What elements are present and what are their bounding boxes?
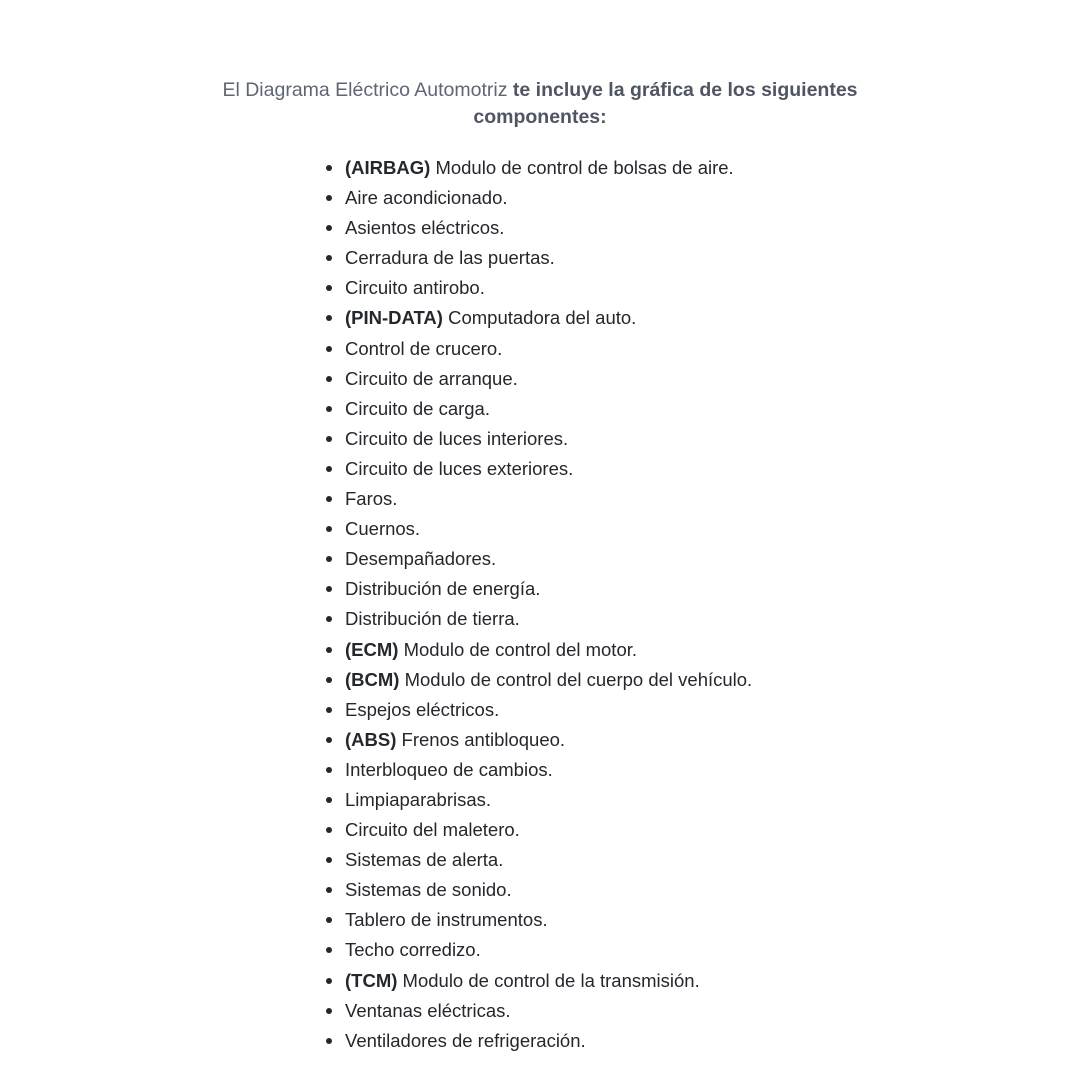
bullet-icon bbox=[326, 887, 332, 893]
component-description: Distribución de energía. bbox=[345, 578, 541, 600]
list-item bbox=[326, 484, 752, 514]
component-description: Circuito de carga. bbox=[345, 397, 490, 419]
intro-bold-text-line1: te incluye la gráfica de los siguientes bbox=[512, 79, 858, 101]
component-description: Modulo de control del motor. bbox=[403, 638, 638, 660]
bullet-icon bbox=[326, 556, 332, 562]
list-item bbox=[326, 665, 752, 695]
bullet-icon bbox=[326, 1008, 332, 1014]
list-item bbox=[326, 966, 752, 996]
list-item bbox=[326, 755, 752, 785]
intro-bold-text-line2: componentes: bbox=[473, 106, 607, 128]
component-description: Frenos antibloqueo. bbox=[401, 728, 566, 750]
component-description: Cuernos. bbox=[345, 518, 421, 540]
component-description: Ventanas eléctricas. bbox=[345, 999, 511, 1021]
components-list bbox=[326, 153, 752, 1056]
component-description: Modulo de control de la transmisión. bbox=[402, 969, 700, 991]
list-item bbox=[326, 1026, 752, 1056]
bullet-icon bbox=[326, 436, 332, 442]
component-description: Modulo de control del cuerpo del vehículo. bbox=[404, 668, 753, 690]
list-item bbox=[326, 213, 752, 243]
list-item bbox=[326, 303, 752, 333]
component-description: Sistemas de sonido. bbox=[345, 879, 512, 901]
bullet-icon bbox=[326, 707, 332, 713]
list-item bbox=[326, 334, 752, 364]
list-item bbox=[326, 364, 752, 394]
list-item bbox=[326, 815, 752, 845]
component-code: (AIRBAG) bbox=[345, 157, 431, 178]
bullet-icon bbox=[326, 947, 332, 953]
bullet-icon bbox=[326, 1038, 332, 1044]
component-description: Espejos eléctricos. bbox=[345, 698, 500, 720]
intro-plain-text: El Diagrama Eléctrico Automotriz bbox=[222, 79, 513, 101]
bullet-icon bbox=[326, 496, 332, 502]
component-description: Desempañadores. bbox=[345, 548, 497, 570]
bullet-icon bbox=[326, 315, 332, 321]
component-description: Circuito del maletero. bbox=[345, 819, 520, 841]
list-item bbox=[326, 604, 752, 634]
component-description: Ventiladores de refrigeración. bbox=[345, 1029, 586, 1051]
bullet-icon bbox=[326, 647, 332, 653]
list-item bbox=[326, 153, 752, 183]
component-description: Circuito de arranque. bbox=[345, 367, 518, 389]
bullet-icon bbox=[326, 767, 332, 773]
bullet-icon bbox=[326, 827, 332, 833]
list-item bbox=[326, 394, 752, 424]
bullet-icon bbox=[326, 346, 332, 352]
bullet-icon bbox=[326, 195, 332, 201]
component-description: Aire acondicionado. bbox=[345, 187, 508, 209]
bullet-icon bbox=[326, 797, 332, 803]
bullet-icon bbox=[326, 466, 332, 472]
bullet-icon bbox=[326, 857, 332, 863]
list-item bbox=[326, 905, 752, 935]
list-item bbox=[326, 544, 752, 574]
list-item bbox=[326, 424, 752, 454]
component-code: (TCM) bbox=[345, 969, 398, 991]
bullet-icon bbox=[326, 255, 332, 261]
component-description: Limpiaparabrisas. bbox=[345, 788, 492, 810]
bullet-icon bbox=[326, 978, 332, 984]
list-item bbox=[326, 695, 752, 725]
bullet-icon bbox=[326, 917, 332, 923]
component-description: Control de crucero. bbox=[345, 337, 503, 359]
list-item bbox=[326, 725, 752, 755]
list-item bbox=[326, 514, 752, 544]
list-item bbox=[326, 845, 752, 875]
bullet-icon bbox=[326, 225, 332, 231]
component-description: Circuito de luces interiores. bbox=[345, 427, 569, 449]
bullet-icon bbox=[326, 586, 332, 592]
component-description: Circuito de luces exteriores. bbox=[345, 457, 574, 479]
component-code: (ABS) bbox=[345, 728, 397, 750]
bullet-icon bbox=[326, 285, 332, 291]
component-description: Techo corredizo. bbox=[345, 939, 481, 961]
bullet-icon bbox=[326, 616, 332, 622]
component-description: Computadora del auto. bbox=[448, 307, 637, 329]
component-description: Sistemas de alerta. bbox=[345, 849, 504, 871]
bullet-icon bbox=[326, 165, 332, 171]
component-code: (BCM) bbox=[345, 668, 400, 690]
list-item bbox=[326, 785, 752, 815]
list-item bbox=[326, 935, 752, 965]
component-description: Faros. bbox=[345, 488, 398, 510]
list-item bbox=[326, 243, 752, 273]
bullet-icon bbox=[326, 376, 332, 382]
list-item bbox=[326, 635, 752, 665]
intro-paragraph bbox=[0, 77, 1080, 131]
list-item bbox=[326, 454, 752, 484]
bullet-icon bbox=[326, 677, 332, 683]
bullet-icon bbox=[326, 406, 332, 412]
component-code: (ECM) bbox=[345, 638, 399, 660]
component-description: Cerradura de las puertas. bbox=[345, 247, 555, 269]
component-description: Tablero de instrumentos. bbox=[345, 909, 548, 931]
component-code: (PIN-DATA) bbox=[345, 307, 443, 329]
bullet-icon bbox=[326, 526, 332, 532]
bullet-icon bbox=[326, 737, 332, 743]
component-description: Interbloqueo de cambios. bbox=[345, 758, 553, 780]
list-item bbox=[326, 996, 752, 1026]
list-item bbox=[326, 183, 752, 213]
list-item bbox=[326, 574, 752, 604]
component-description: Modulo de control de bolsas de aire. bbox=[435, 157, 734, 178]
component-description: Distribución de tierra. bbox=[345, 608, 520, 630]
component-description: Circuito antirobo. bbox=[345, 277, 485, 299]
list-item bbox=[326, 273, 752, 303]
component-description: Asientos eléctricos. bbox=[345, 217, 505, 239]
list-item bbox=[326, 875, 752, 905]
